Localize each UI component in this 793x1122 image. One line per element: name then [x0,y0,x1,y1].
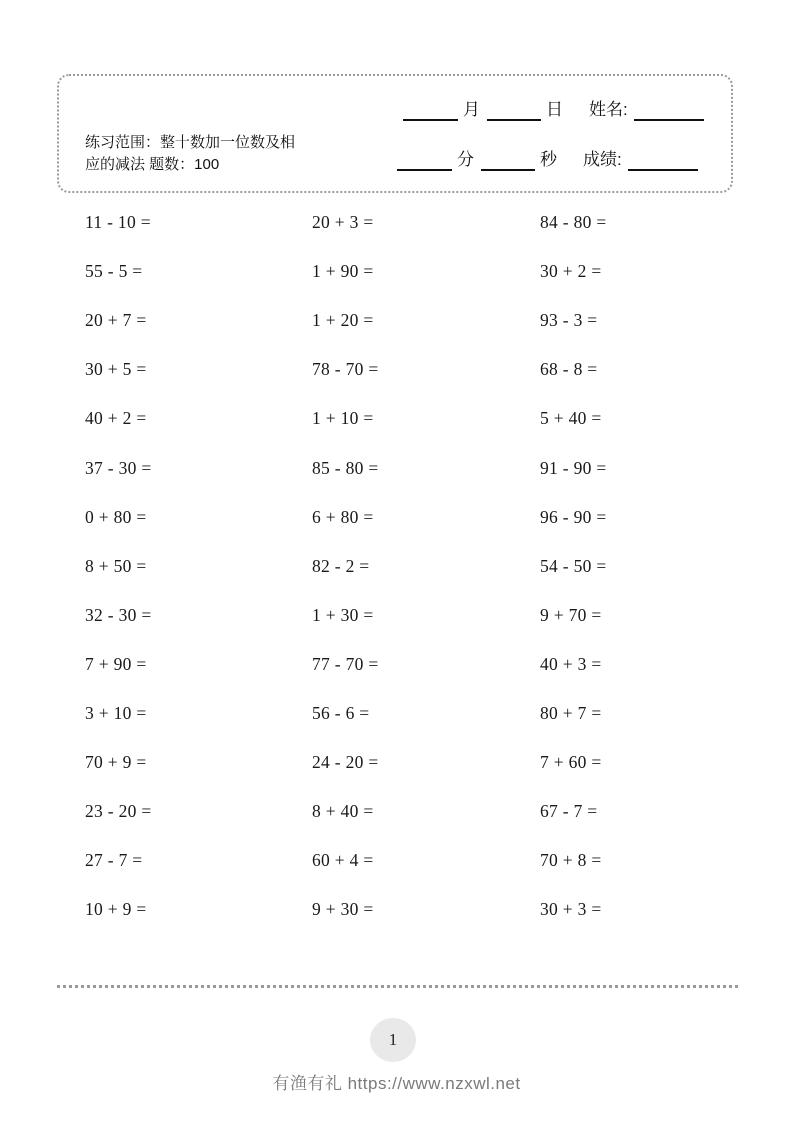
problem-cell: 54 - 50 = [540,555,607,576]
problem-cell: 5 + 40 = [540,408,602,429]
problem-cell: 78 - 70 = [312,359,379,380]
problem-cell: 30 + 3 = [540,899,602,920]
problem-cell: 84 - 80 = [540,212,607,233]
problem-cell: 20 + 3 = [312,212,374,233]
month-blank-line [403,99,458,121]
problem-cell: 32 - 30 = [85,604,152,625]
problem-cell: 30 + 2 = [540,261,602,282]
practice-scope-line2: 应的减法 题数：100 [85,156,220,173]
problem-cell: 3 + 10 = [85,702,147,723]
score-blank-line [628,149,698,171]
problem-cell: 1 + 20 = [312,310,374,331]
problem-cell: 20 + 7 = [85,310,147,331]
name-label: 姓名: [589,100,628,119]
problem-cell: 30 + 5 = [85,359,147,380]
problem-cell: 70 + 9 = [85,752,147,773]
problem-cell: 1 + 30 = [312,604,374,625]
problem-cell: 24 - 20 = [312,752,379,773]
problem-cell: 85 - 80 = [312,457,379,478]
problem-cell: 70 + 8 = [540,850,602,871]
problem-cell: 40 + 3 = [540,653,602,674]
page-number-badge [370,1018,416,1062]
second-label: 秒 [540,150,557,169]
problem-cell: 60 + 4 = [312,850,374,871]
problem-cell: 93 - 3 = [540,310,598,331]
minute-blank-line [397,149,452,171]
month-label: 月 [463,100,480,119]
problem-cell: 9 + 30 = [312,899,374,920]
problem-cell: 1 + 10 = [312,408,374,429]
problem-cell: 8 + 40 = [312,801,374,822]
problem-cell: 0 + 80 = [85,506,147,527]
problem-cell: 6 + 80 = [312,506,374,527]
problem-cell: 37 - 30 = [85,457,152,478]
problems-grid [85,198,726,934]
problem-cell: 40 + 2 = [85,408,147,429]
problem-cell: 27 - 7 = [85,850,143,871]
name-blank-line [634,99,704,121]
problem-cell: 10 + 9 = [85,899,147,920]
practice-scope [85,132,365,176]
problem-cell: 56 - 6 = [312,702,370,723]
problem-cell: 11 - 10 = [85,212,151,233]
problem-cell: 55 - 5 = [85,261,143,282]
score-label: 成绩: [583,150,622,169]
problem-cell: 7 + 90 = [85,653,147,674]
bottom-dotted-divider [57,985,738,988]
day-blank-line [487,99,541,121]
page-number: 1 [388,1030,398,1049]
problem-cell: 77 - 70 = [312,653,379,674]
problem-cell: 67 - 7 = [540,801,598,822]
problem-cell: 7 + 60 = [540,752,602,773]
header-date-row [403,97,704,121]
problem-cell: 9 + 70 = [540,604,602,625]
header-time-row [397,147,698,171]
problem-cell: 8 + 50 = [85,555,147,576]
problem-cell: 68 - 8 = [540,359,598,380]
second-blank-line [481,149,535,171]
problem-cell: 91 - 90 = [540,457,607,478]
problem-cell: 80 + 7 = [540,702,602,723]
problem-cell: 1 + 90 = [312,261,374,282]
minute-label: 分 [457,150,474,169]
problem-cell: 96 - 90 = [540,506,607,527]
problem-cell: 82 - 2 = [312,555,370,576]
practice-scope-line1: 练习范围：整十数加一位数及相 [85,134,296,151]
header-box [57,74,733,193]
problem-cell: 23 - 20 = [85,801,152,822]
day-label: 日 [546,100,563,119]
footer-credit: 有渔有礼 https://www.nzxwl.net [272,1074,521,1093]
